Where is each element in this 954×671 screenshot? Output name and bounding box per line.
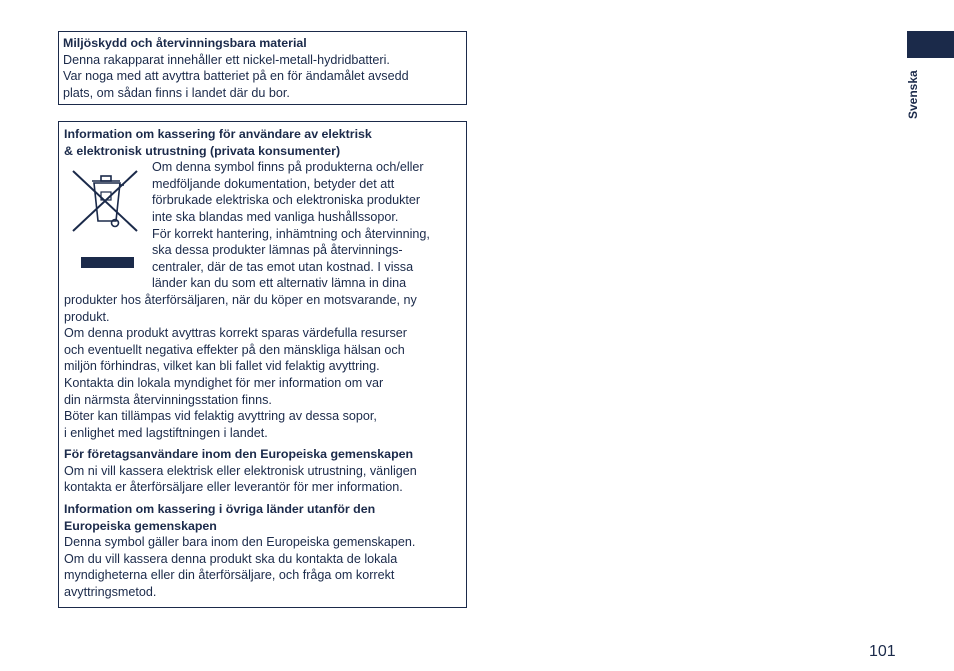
disposal-wrap-line: förbrukade elektriska och elektroniska produkter [152, 193, 421, 208]
disposal-heading-line: & elektronisk utrustning (privata konsumenter) [64, 143, 341, 158]
disposal-body-line: miljön förhindras, vilket kan bli fallet vid felaktig avyttring. [64, 359, 380, 374]
other-countries-heading-line: Information om kassering i övriga länder utanför den [64, 502, 376, 517]
disposal-wrap-line: länder kan du som ett alternativ lämna in dina [152, 276, 407, 291]
weee-symbol [64, 159, 152, 279]
disposal-wrap-line: För korrekt hantering, inhämtning och återvinning, [152, 226, 430, 241]
business-line: kontakta er återförsäljare eller leverantör för mer information. [64, 480, 403, 495]
page-number: 101 [869, 643, 896, 660]
battery-heading: Miljöskydd och återvinningsbara material [63, 36, 307, 50]
disposal-info-box [58, 121, 467, 608]
disposal-body-line: Böter kan tillämpas vid felaktig avyttring av dessa sopor, [64, 409, 377, 424]
other-countries-line: myndigheterna eller din återförsäljare, och fråga om korrekt [64, 568, 395, 583]
battery-line: Denna rakapparat innehåller ett nickel-metall-hydridbatteri. [63, 52, 390, 67]
disposal-wrap-line: centraler, där de tas emot utan kostnad. I vissa [152, 259, 414, 274]
disposal-body-line: Om denna produkt avyttras korrekt sparas värdefulla resurser [64, 326, 407, 341]
weee-symbol-bar [81, 257, 134, 268]
battery-line: Var noga med att avyttra batteriet på en för ändamålet avsedd [63, 69, 409, 84]
sidebar-language-label: Svenska [906, 70, 920, 119]
crossed-out-wheelie-bin-icon [64, 159, 152, 259]
disposal-body-line: Kontakta din lokala myndighet för mer information om var [64, 375, 384, 390]
language-tab-marker [907, 31, 954, 58]
disposal-heading-line: Information om kassering för användare av elektrisk [64, 127, 372, 141]
disposal-body-line: din närmsta återvinningsstation finns. [64, 392, 272, 407]
disposal-body-line: i enlighet med lagstiftningen i landet. [64, 425, 268, 440]
disposal-body-line: produkt. [64, 309, 110, 324]
disposal-body-line: och eventuellt negativa effekter på den mänskliga hälsan och [64, 342, 405, 357]
business-heading: För företagsanvändare inom den Europeiska gemenskapen [64, 447, 414, 462]
disposal-wrap-line: Om denna symbol finns på produkterna och/eller [152, 160, 424, 175]
other-countries-line: Denna symbol gäller bara inom den Europeiska gemenskapen. [64, 535, 416, 550]
disposal-wrap-line: medföljande dokumentation, betyder det att [152, 176, 395, 191]
disposal-body-line: produkter hos återförsäljaren, när du köper en motsvarande, ny [64, 292, 417, 307]
other-countries-line: Om du vill kassera denna produkt ska du kontakta de lokala [64, 551, 398, 566]
disposal-wrap-line: ska dessa produkter lämnas på återvinnings- [152, 243, 403, 258]
other-countries-line: avyttringsmetod. [64, 585, 157, 600]
disposal-wrap-line: inte ska blandas med vanliga hushållssopor. [152, 209, 399, 224]
other-countries-heading-line: Europeiska gemenskapen [64, 518, 217, 533]
battery-info-box [58, 31, 467, 105]
business-line: Om ni vill kassera elektrisk eller elektronisk utrustning, vänligen [64, 463, 417, 478]
battery-line: plats, om sådan finns i landet där du bor. [63, 85, 290, 100]
